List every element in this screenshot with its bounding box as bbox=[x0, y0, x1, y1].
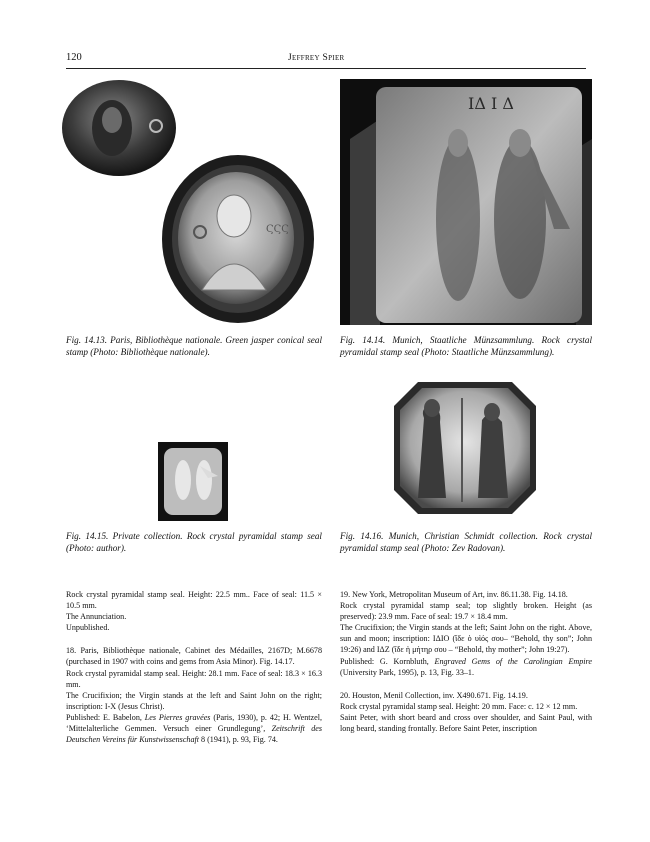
entry-20-heading: 20. Houston, Menil Collection, inv. X490.671. Fig. 14.19. bbox=[340, 690, 528, 700]
entry-17-subject: The Annunciation. bbox=[66, 612, 127, 622]
paragraph-gap bbox=[340, 678, 592, 690]
seal-stamps-photo bbox=[62, 80, 324, 325]
caption-fig-14-14: Fig. 14.14. Munich, Staatliche Münzsammlung. Rock crystal pyramidal stamp seal (Photo: Staatliche Münzsammlung). bbox=[340, 335, 592, 357]
entry-18-description: Rock crystal pyramidal stamp seal. Height: 28.1 mm. Face of seal: 18.3 × 16.3 mm. bbox=[66, 668, 322, 689]
figure-14-16 bbox=[390, 378, 540, 518]
entry-18-heading: 18. Paris, Bibliothèque nationale, Cabinet des Médailles, 2167D; M.6678 (purchased in 1907 with coins and gems from Asia Minor). Fig. 14.17. bbox=[66, 646, 322, 667]
small-seal-photo bbox=[158, 442, 228, 521]
entry-19-heading: 19. New York, Metropolitan Museum of Art, inv. 86.11.38. Fig. 14.18. bbox=[340, 590, 568, 599]
octagonal-seal-photo bbox=[390, 378, 540, 518]
entry-20-subject: Saint Peter, with short beard and cross over shoulder, and Saint Paul, with long beard, standing frontally. Before Saint Peter, inscription bbox=[340, 712, 592, 734]
svg-text:ϚϚϚ: ϚϚϚ bbox=[266, 224, 289, 235]
figure-14-13 bbox=[62, 80, 324, 325]
svg-text:ΙΔ Ι Δ: ΙΔ Ι Δ bbox=[468, 94, 514, 113]
header-rule bbox=[66, 68, 586, 69]
rock-crystal-seal-photo bbox=[340, 79, 592, 325]
left-text-column bbox=[66, 589, 322, 745]
entry-18-subject: The Crucifixion; the Virgin stands at the left and Saint John on the right; inscription: I-X (Jesus Christ). bbox=[66, 690, 322, 711]
entry-19-description: Rock crystal pyramidal stamp seal; top slightly broken. Height (as preserved): 23.9 mm. Face of seal: 19.7 × 18.4 mm. bbox=[340, 601, 592, 622]
paragraph-gap bbox=[66, 633, 322, 645]
entry-17-description: Rock crystal pyramidal stamp seal. Height: 22.5 mm.. Face of seal: 11.5 × 10.5 mm. bbox=[66, 590, 322, 611]
entry-18-published: Published: E. Babelon, Les Pierres gravées (Paris, 1930), p. 42; H. Wentzel, ‘Mittelalterliche Gemmen. Versuch einer Grundlegung’, Zeitschrift des Deutschen Vereins für Kunstwissenschaft 8 (1941), p. 93, Fig. 74. bbox=[66, 712, 322, 745]
page-number: 120 bbox=[66, 52, 82, 63]
caption-fig-14-16: Fig. 14.16. Munich, Christian Schmidt collection. Rock crystal pyramidal stamp seal (Photo: Zev Radovan). bbox=[340, 531, 592, 553]
right-text-column bbox=[340, 589, 592, 734]
figure-14-14 bbox=[340, 79, 592, 325]
entry-19-subject: The Crucifixion; the Virgin stands at the left; Saint John on the right. Above, sun and moon; inscription: ΙΔΙΟ (ἴδε ὁ υἱός σου– “Behold, thy son”; John 19:26) and ΙΔΖ (ἴδε ἡ μήτηρ σου – “Behold, thy mother”; John 19:27). bbox=[340, 623, 592, 655]
entry-19-published: Published: G. Kornbluth, Engraved Gems of the Carolingian Empire (University Park, 1995), p. 13, Fig. 33–1. bbox=[340, 656, 592, 677]
caption-fig-14-15: Fig. 14.15. Private collection. Rock crystal pyramidal stamp seal (Photo: author). bbox=[66, 531, 322, 553]
entry-20-description: Rock crystal pyramidal stamp seal. Height: 20 mm. Face: c. 12 × 12 mm. bbox=[340, 701, 578, 711]
running-head-author: Jeffrey Spier bbox=[288, 53, 345, 63]
caption-fig-14-13: Fig. 14.13. Paris, Bibliothèque nationale. Green jasper conical seal stamp (Photo: Bibliothèque nationale). bbox=[66, 335, 322, 357]
entry-17-publication: Unpublished. bbox=[66, 623, 110, 633]
figure-14-15 bbox=[158, 442, 228, 521]
